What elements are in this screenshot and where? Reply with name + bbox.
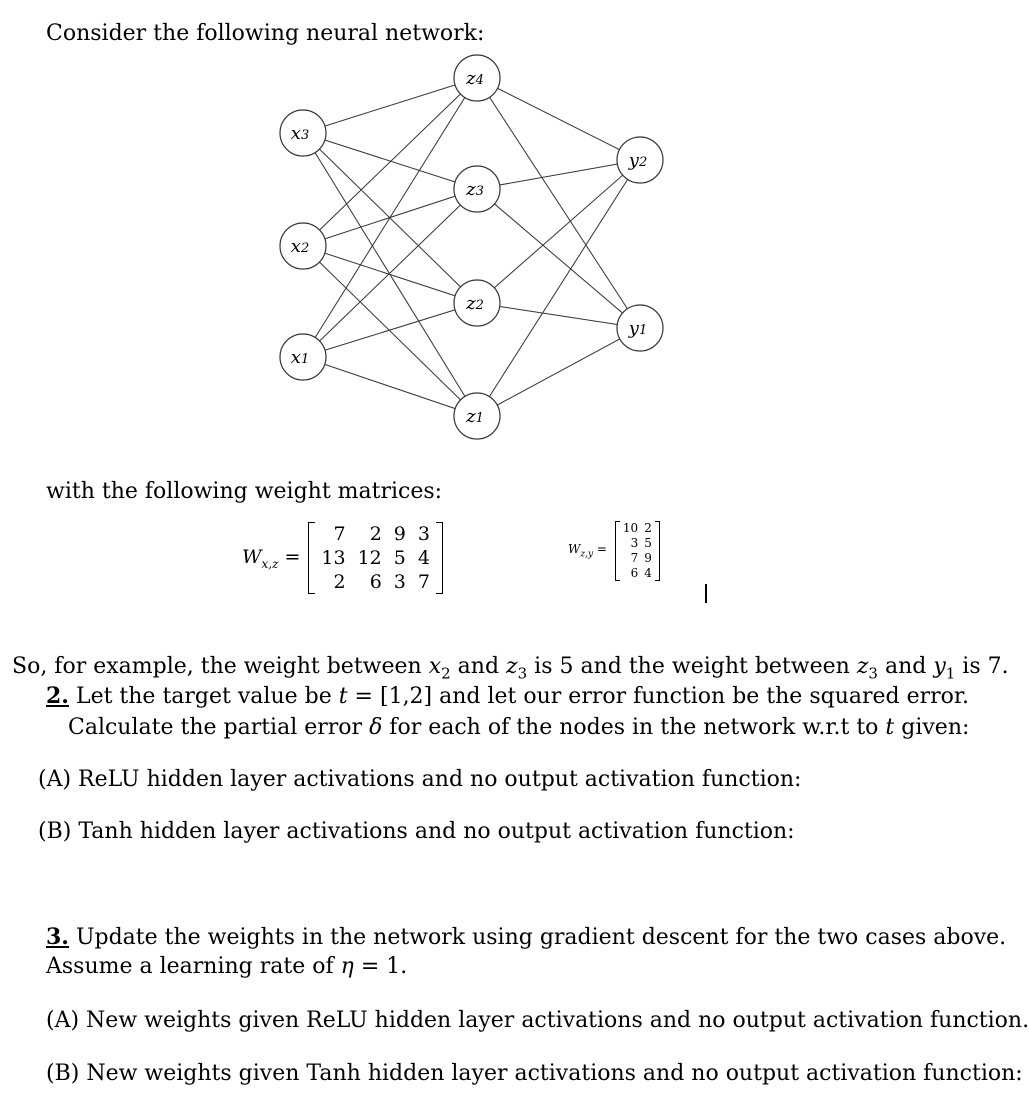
label-z3: z3 [466,179,484,200]
label-y2: y2 [628,150,648,171]
question-2-line-1: 2. Let the target value be t = [1,2] and let our error function be the squared error. [46,683,969,709]
title: Consider the following neural network: [46,21,485,46]
label-z2: z2 [466,293,484,314]
question-2-line-2: Calculate the partial error δ for each of the nodes in the network w.r.t to t given: [68,715,970,740]
label-x3: x3 [290,123,310,144]
neural-network-diagram [0,0,944,470]
matrix-wxz-label: $W_{x,z}$ = [242,545,301,571]
question-2-option-b: (B) Tanh hidden layer activations and no output activation function: [38,819,795,844]
label-x2: x2 [290,236,310,257]
weights-intro: with the following weight matrices: [46,479,443,504]
label-z4: z4 [466,68,484,89]
matrix-wzy-table: 10 2 3 5 7 9 6 4 [622,521,652,580]
example-sentence: So, for example, the weight between $x_2$ and $z_3$ is 5 and the weight between $z_3$ and $y_1$ is 7. [12,654,1009,683]
matrix-wzy [568,521,660,581]
question-3-line-1: 3. Update the weights in the network using gradient descent for the two cases above. [46,924,1007,950]
label-y1: y1 [628,318,648,339]
question-2-number: 2. [46,683,69,709]
question-3-option-b: (B) New weights given Tanh hidden layer activations and no output activation function: [46,1061,1023,1086]
question-3-line-2: Assume a learning rate of η = 1. [46,954,408,979]
matrix-wzy-label: $W_{z,y}$ = [568,542,607,560]
text-cursor [705,584,707,603]
edges [303,78,640,416]
question-2-option-a: (A) ReLU hidden layer activations and no output activation function: [38,767,802,792]
question-3-number: 3. [46,924,69,950]
label-x1: x1 [290,347,310,368]
matrix-wxz [242,522,443,594]
matrix-wxz-table: 7 2 9 3 13 12 5 4 2 6 3 7 [321,523,430,593]
question-3-option-a: (A) New weights given ReLU hidden layer activations and no output activation function. [46,1008,1029,1033]
label-z1: z1 [466,406,484,427]
